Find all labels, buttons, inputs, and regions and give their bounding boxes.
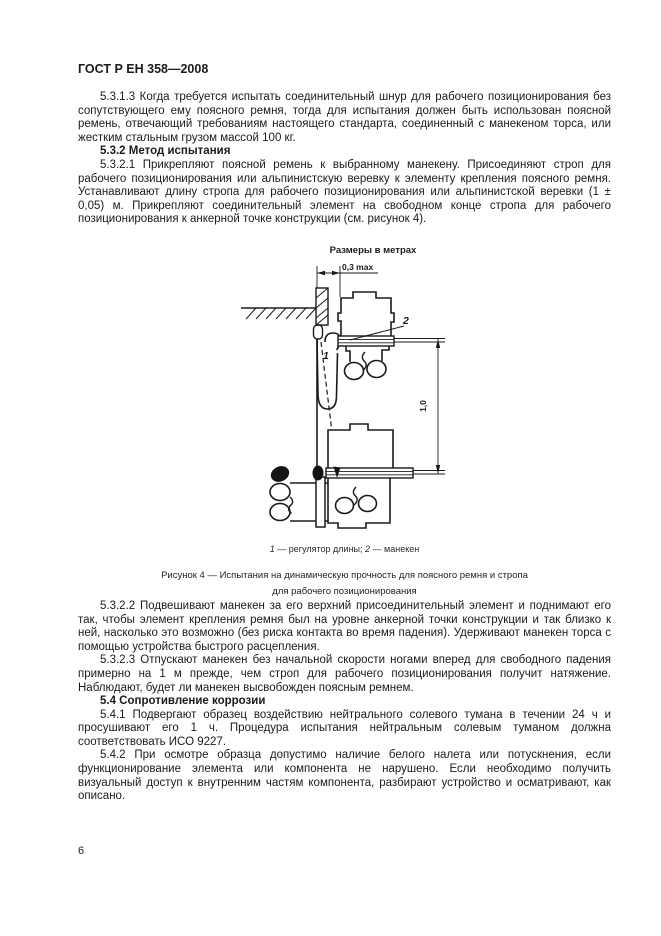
legend-text-1: — регулятор длины; bbox=[274, 543, 366, 554]
legend-callout-1: 1 bbox=[269, 543, 275, 554]
dim-0-3-label: 0,3 max bbox=[342, 261, 374, 272]
figure-caption-line-1: Рисунок 4 — Испытания на динамическую прочность для поясного ремня и стропа bbox=[161, 569, 528, 581]
figure-caption-line-2: для рабочего позиционирования bbox=[272, 585, 417, 597]
paragraph-5-3-1-3: 5.3.1.3 Когда требуется испытать соединительный шнур для рабочего позиционирования без сопутствующего ему поясного ремня, тогда для испытания должен быть использован поясной ремень, отвечающий требованиям настоящего стандарта, соединенный с манекеном торса, или жестким стальным грузом массой 100 кг. bbox=[78, 91, 611, 144]
paragraph-5-3-2-3: 5.3.2.3 Отпускают манекен без начальной скорости ногами вперед для свободного падения примерно на 1 м прежде, чем строп для рабочего позиционирования получит натяжение. Наблюдают, будет ли манекен высвобожден поясным ремнем. bbox=[78, 654, 611, 694]
paragraph-5-3-2-1: 5.3.2.1 Прикрепляют поясной ремень к выбранному манекену. Присоединяют строп для рабочего позиционирования или альпинистскую веревку к элементу крепления поясного ремня. Устанавливают длину стропа для рабочего позиционирования или альпинистской веревки (1 ± 0,05) м. Прикрепляют соединительный элемент на свободном конце стропа для рабочего позиционирования к анкерной точке конструкции (см. рисунок 4). bbox=[78, 158, 611, 226]
paragraph-5-4-2: 5.4.2 При осмотре образца допустимо наличие белого налета или потускнения, если функционирование элемента или компонента не нарушено. Если необходимо получить визуальный доступ к внутренним частям компонента, разбирают устройство и осматривают, как описано. bbox=[78, 749, 611, 803]
horizontal-manikin-legs bbox=[270, 477, 328, 527]
figure-caption bbox=[78, 568, 611, 600]
callout-1-label: 1 bbox=[323, 349, 329, 362]
callout-2-label: 2 bbox=[403, 314, 409, 327]
paragraph-5-4-1: 5.4.1 Подвергают образец воздействию нейтрального солевого тумана в течении 24 ч и просушивают его 1 ч. Процедура испытания нейтральным солевым туманом должна соответствовать ИСО 9227. bbox=[78, 708, 611, 748]
legend-text-2: — манекен bbox=[370, 543, 420, 554]
figure-4-block bbox=[78, 240, 611, 600]
page-number: 6 bbox=[78, 845, 85, 857]
dim-1-0-annotation bbox=[436, 339, 440, 474]
upper-manikin bbox=[338, 292, 445, 380]
anchor-structure bbox=[241, 288, 328, 339]
heading-5-3-2: 5.3.2 Метод испытания bbox=[100, 145, 231, 158]
paragraph-5-3-2-2: 5.3.2.2 Подвешивают манекен за его верхний присоединительный элемент и поднимают его так, чтобы элемент крепления ремня был на уровне анкерной точки конструкции и так близко к ней, насколько это возможно (без риска контакта во время падения). Удерживают манекен торса с помощью устройства быстрого расцепления. bbox=[78, 599, 611, 653]
dimensions-note-label: Размеры в метрах bbox=[329, 244, 417, 256]
figure-legend bbox=[78, 544, 611, 555]
lower-manikin bbox=[326, 424, 445, 528]
figure-4-drawing bbox=[238, 240, 478, 540]
legend-callout-2: 2 bbox=[365, 543, 371, 554]
dim-1-0-label: 1,0 bbox=[418, 400, 428, 412]
heading-5-4: 5.4 Сопротивление коррозии bbox=[100, 695, 266, 708]
doc-number-header: ГОСТ Р ЕН 358—2008 bbox=[78, 62, 209, 76]
